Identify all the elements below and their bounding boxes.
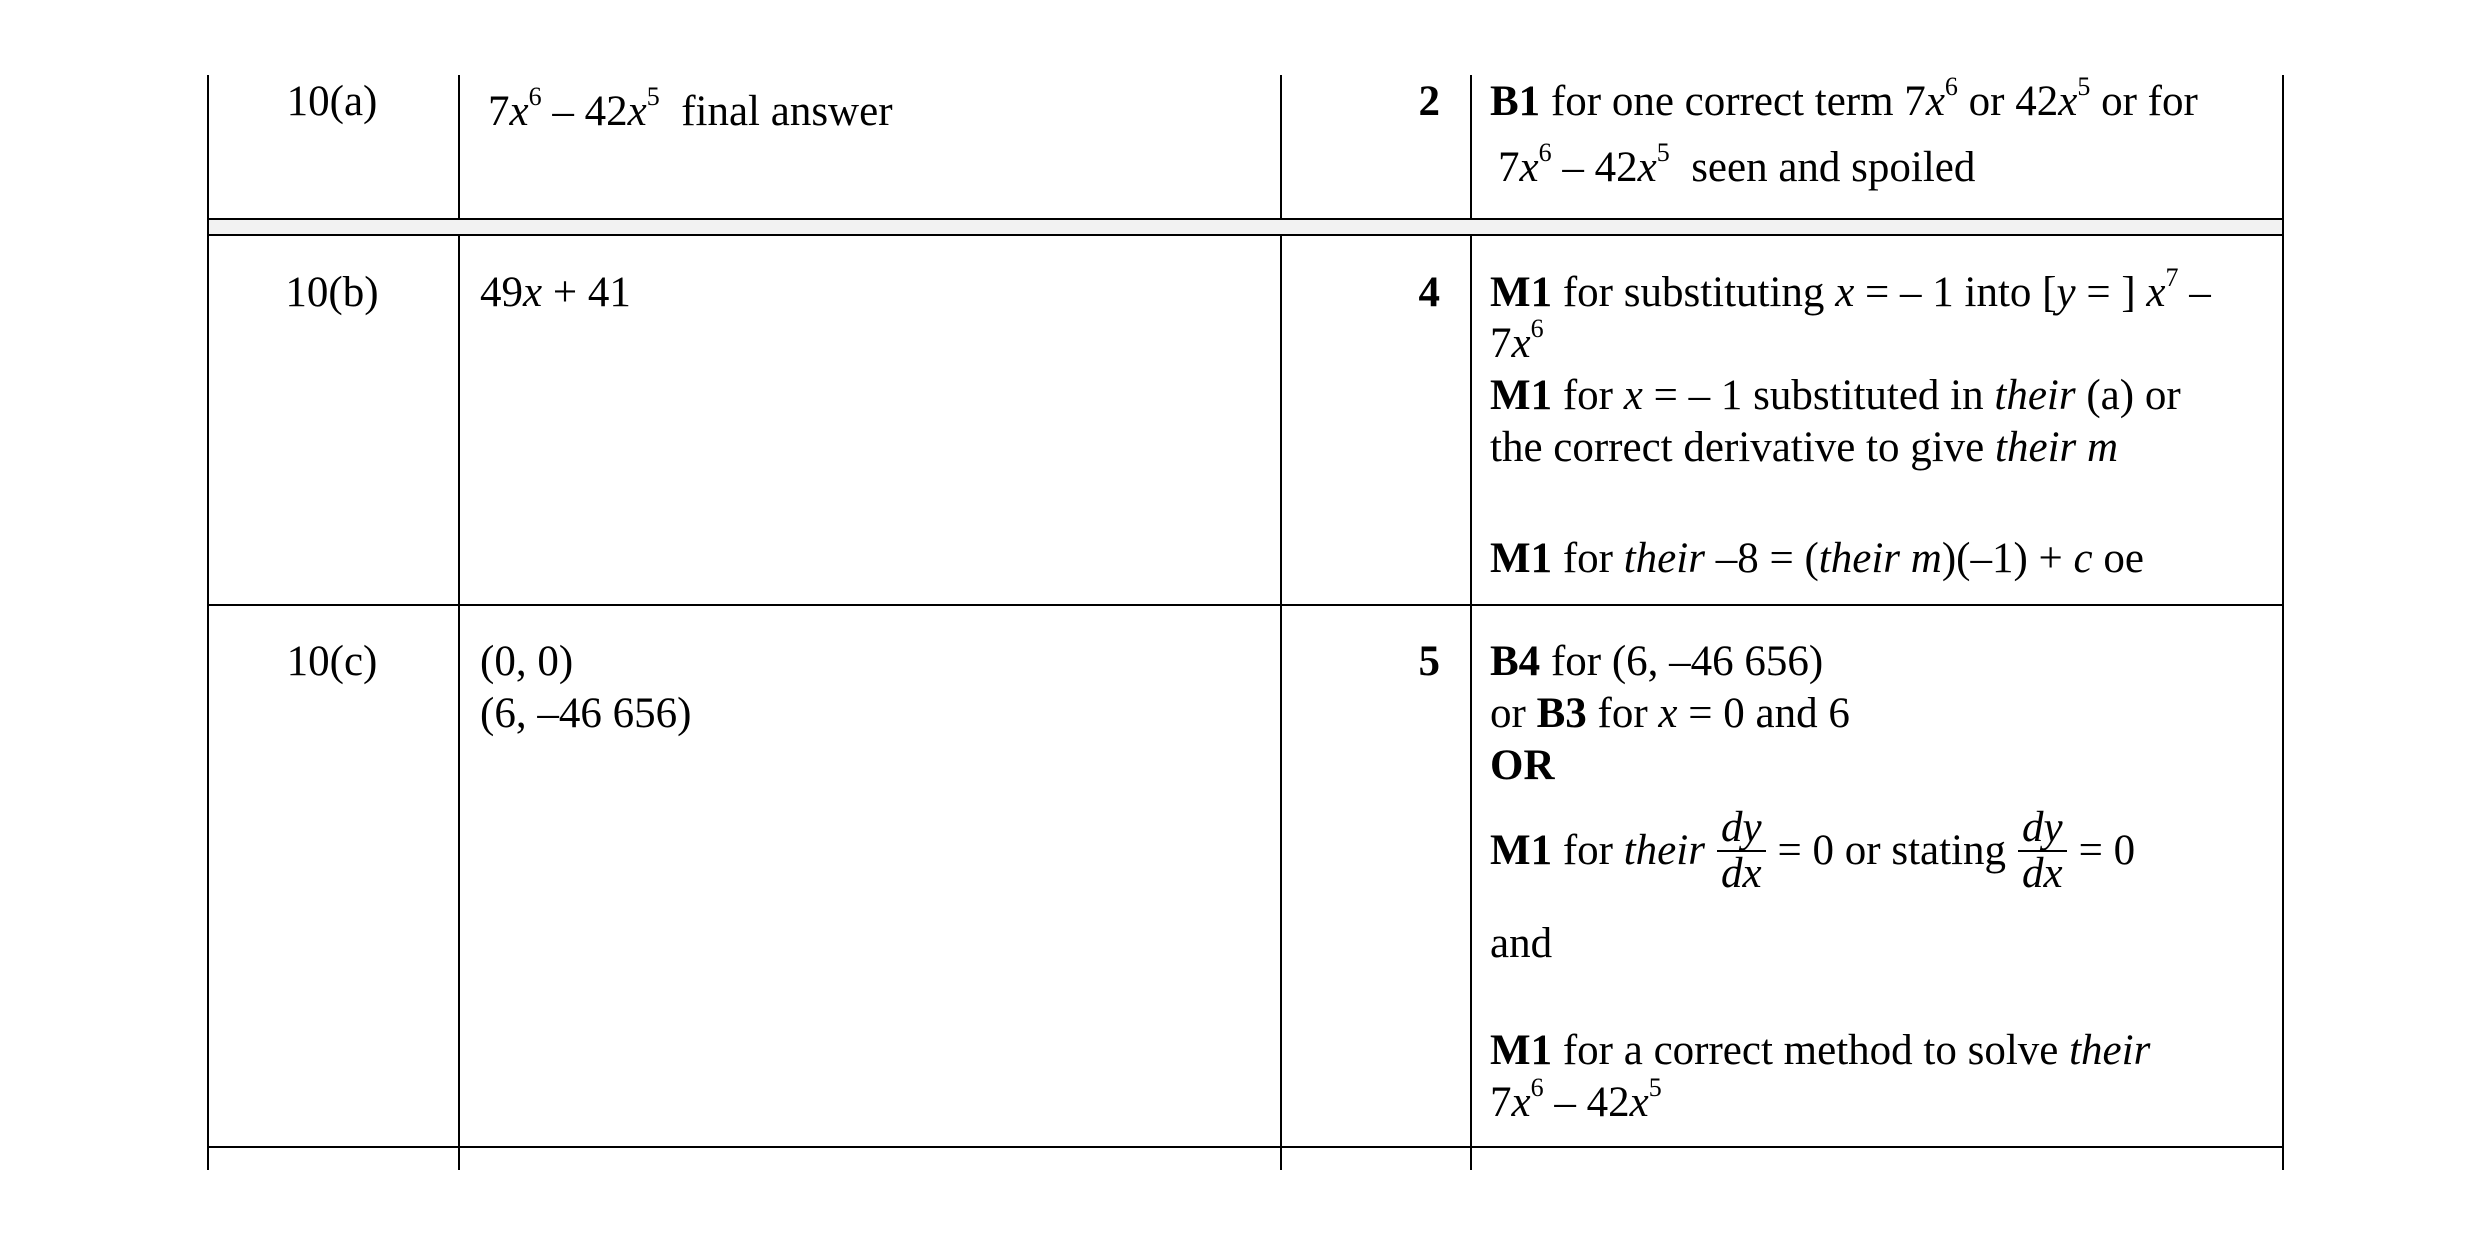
guidance-line: B1 for one correct term $7x^6$ or $42x^5$ or for [1490, 72, 2198, 125]
column-border-left [207, 75, 209, 1170]
row-border [207, 218, 2284, 220]
guidance-line: M1 for their –8 = (their m)(–1) + c oe [1490, 535, 2144, 582]
column-border-question [458, 75, 460, 1170]
answer-cell: $7x^6 - 42x^5$ final answer [488, 82, 893, 135]
guidance-line: the correct derivative to give their m [1490, 424, 2119, 471]
marks-value: 5 [1418, 638, 1440, 685]
marks-value: 2 [1418, 78, 1440, 125]
guidance-line: or B3 for x = 0 and 6 [1490, 690, 1850, 737]
guidance-line: M1 for a correct method to solve their [1490, 1027, 2151, 1074]
question-number: 10(a) [286, 78, 378, 125]
guidance-line: M1 for x = – 1 substituted in their (a) or [1490, 372, 2181, 419]
derivative-fraction: $\frac{dy}{dx}$ [2018, 806, 2067, 896]
guidance-line: $7x^6 - 42x^5$ [1490, 1073, 1662, 1126]
guidance-line: M1 for substituting x = – 1 into [y = ] $x^7$ – [1490, 263, 2211, 316]
column-border-answer [1280, 75, 1282, 1170]
row-separator-band [209, 220, 2282, 234]
guidance-line: B4 for (6, –46 656) [1490, 638, 1824, 685]
question-number: 10(b) [285, 269, 379, 316]
marks-value: 4 [1418, 269, 1440, 316]
row-border [207, 234, 2284, 236]
column-border-marks [1470, 75, 1472, 1170]
guidance-line: OR [1490, 742, 1555, 789]
column-border-right [2282, 75, 2284, 1170]
row-border [207, 604, 2284, 606]
answer-cell: 49x + 41 [480, 269, 631, 316]
guidance-line: $7x^6 - 42x^5$ seen and spoiled [1498, 138, 1976, 191]
answer-line: (6, –46 656) [480, 690, 692, 737]
answer-line: (0, 0) [480, 638, 574, 685]
guidance-line: and [1490, 920, 1553, 967]
guidance-line: $7x^6$ [1490, 314, 1544, 367]
derivative-fraction: $\frac{dy}{dx}$ [1717, 806, 1766, 896]
row-border [207, 1146, 2284, 1148]
question-number: 10(c) [286, 638, 378, 685]
guidance-line: M1 for their $\frac{dy}{dx}$ = 0 or stating $\frac{dy}{dx}$ = 0 [1490, 804, 2136, 897]
